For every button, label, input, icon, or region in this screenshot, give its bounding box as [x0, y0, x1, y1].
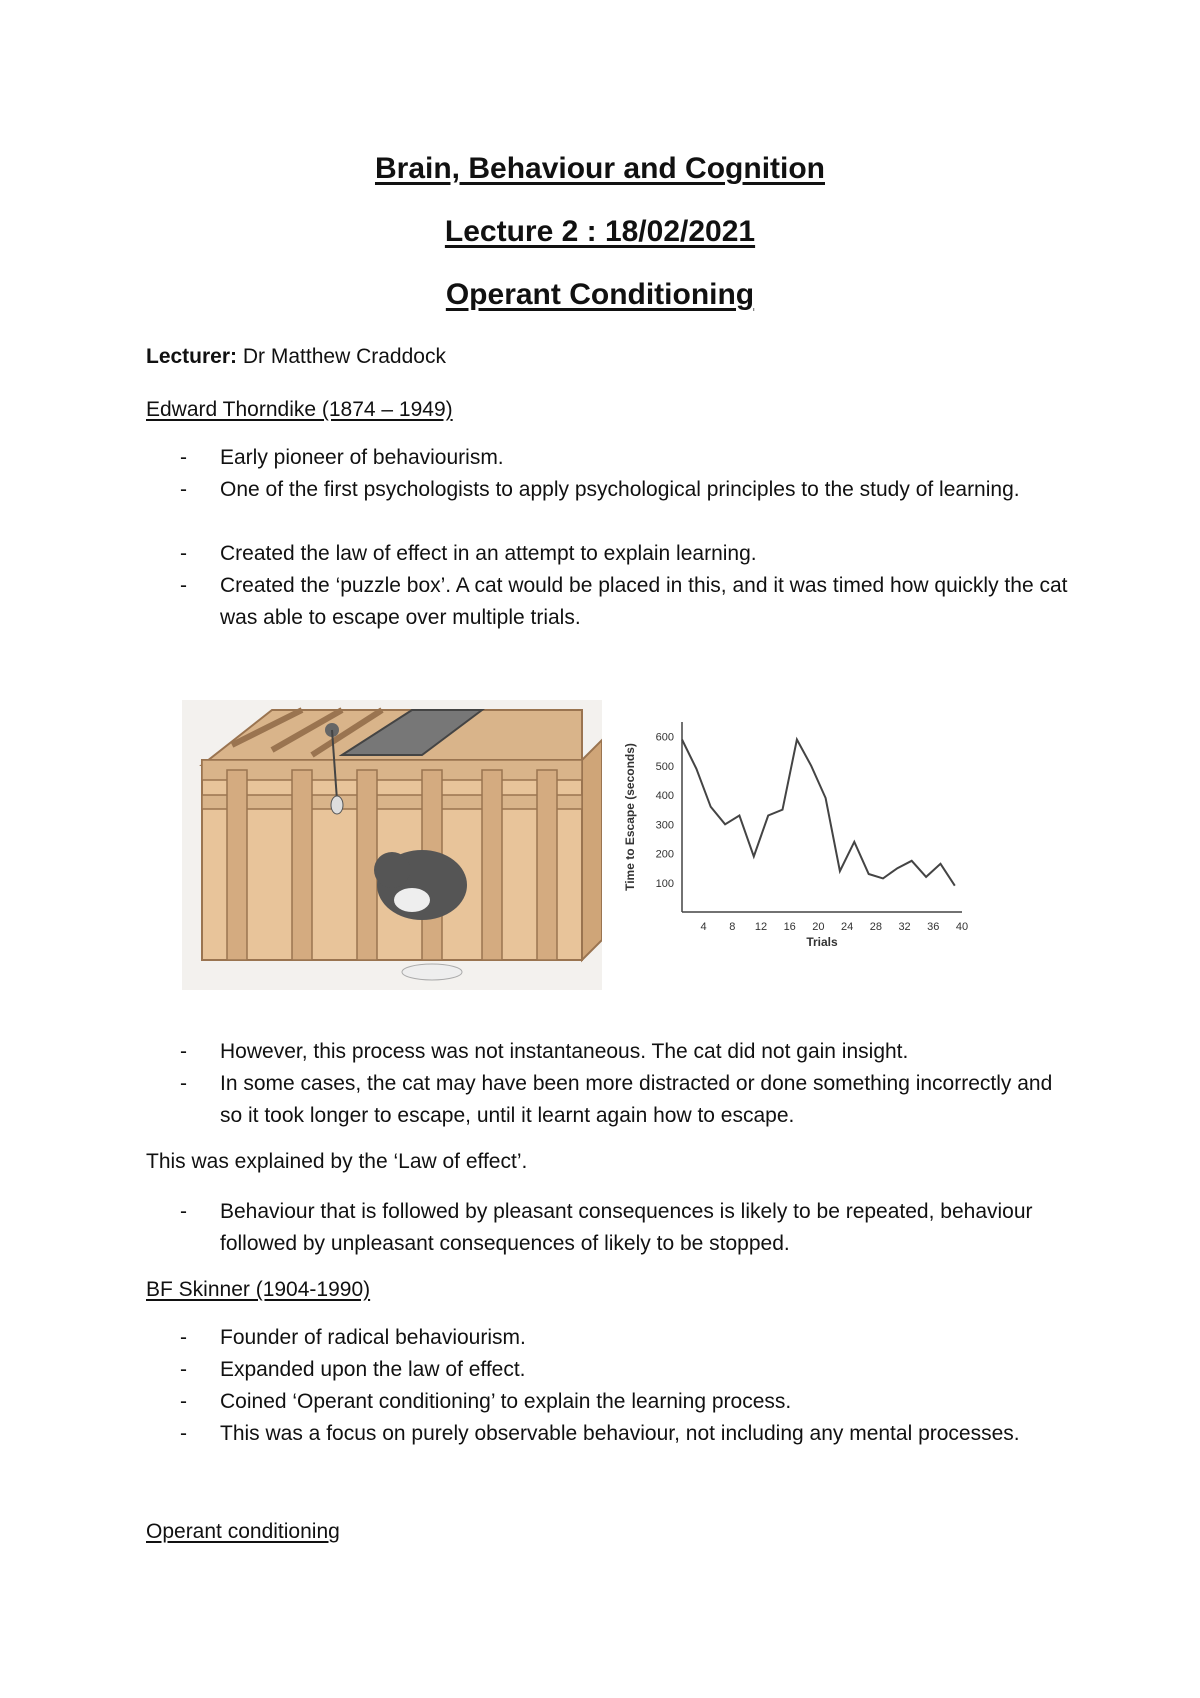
y-tick-label: 200	[655, 848, 674, 861]
bullet-dash: -	[180, 574, 187, 597]
escape-time-chart	[612, 712, 982, 952]
skinner-heading: BF Skinner (1904-1990)	[146, 1278, 371, 1301]
x-tick-label: 32	[898, 921, 911, 933]
bullet-dash: -	[180, 1040, 187, 1063]
lecturer-label: Lecturer:	[146, 345, 238, 368]
bullet-dash: -	[180, 478, 187, 501]
law-of-effect-intro: This was explained by the ‘Law of effect’.	[146, 1150, 528, 1173]
y-tick-label: 400	[655, 790, 674, 803]
operant-conditioning-heading: Operant conditioning	[146, 1520, 340, 1543]
thorndike-heading: Edward Thorndike (1874 – 1949)	[146, 398, 453, 421]
bullet-text: Early pioneer of behaviourism.	[220, 446, 504, 469]
bullet-dash: -	[180, 542, 187, 565]
document-title: Brain, Behaviour and Cognition	[374, 152, 825, 185]
topic-title: Operant Conditioning	[445, 278, 755, 311]
bullet-text: Expanded upon the law of effect.	[220, 1358, 526, 1381]
x-axis-label: Trials	[806, 935, 838, 949]
series-line	[682, 740, 955, 886]
bullet-dash: -	[180, 1390, 187, 1413]
lecturer-name: Dr Matthew Craddock	[242, 345, 446, 368]
y-tick-label: 500	[655, 760, 674, 773]
lecture-date-title: Lecture 2 : 18/02/2021	[444, 215, 756, 248]
bullet-dash: -	[180, 1358, 187, 1381]
y-tick-label: 100	[655, 877, 674, 890]
bullet-text: However, this process was not instantaneous. The cat did not gain insight.	[220, 1040, 909, 1063]
bullet-text: One of the first psychologists to apply psychological principles to the study of learning.	[220, 478, 1020, 501]
bullet-text: In some cases, the cat may have been more distracted or done something incorrectly and so it took longer to escape, until it learnt again how to escape.	[220, 1072, 1053, 1127]
bullet-dash: -	[180, 1200, 187, 1223]
bullet-dash: -	[180, 1422, 187, 1445]
puzzle-box-illustration	[182, 700, 602, 990]
x-tick-label: 40	[955, 921, 969, 933]
x-tick-label: 12	[754, 921, 768, 933]
x-tick-label: 4	[700, 921, 707, 933]
y-axis-label: Time to Escape (seconds)	[623, 743, 637, 891]
x-tick-label: 16	[783, 921, 796, 933]
lecturer-line	[146, 345, 446, 369]
bullet-text: Behaviour that is followed by pleasant consequences is likely to be repeated, behaviour followed by unpleasant consequences of likely to be stopped.	[220, 1200, 1033, 1255]
bullet-text: This was a focus on purely observable behaviour, not including any mental processes.	[220, 1422, 1020, 1445]
x-tick-label: 8	[729, 921, 736, 933]
y-tick-label: 600	[655, 731, 674, 744]
bullet-text: Coined ‘Operant conditioning’ to explain the learning process.	[220, 1390, 792, 1413]
bullet-text: Created the law of effect in an attempt to explain learning.	[220, 542, 757, 565]
y-tick-label: 300	[655, 819, 674, 832]
x-tick-label: 24	[841, 921, 854, 933]
bullet-dash: -	[180, 446, 187, 469]
bullet-dash: -	[180, 1072, 187, 1095]
bullet-dash: -	[180, 1326, 187, 1349]
x-tick-label: 28	[869, 921, 882, 933]
bullet-text: Created the ‘puzzle box’. A cat would be placed in this, and it was timed how quickly the cat was able to escape over multiple trials.	[220, 574, 1068, 629]
x-tick-label: 20	[812, 921, 825, 933]
x-tick-label: 36	[927, 921, 940, 933]
bullet-text: Founder of radical behaviourism.	[220, 1326, 526, 1349]
